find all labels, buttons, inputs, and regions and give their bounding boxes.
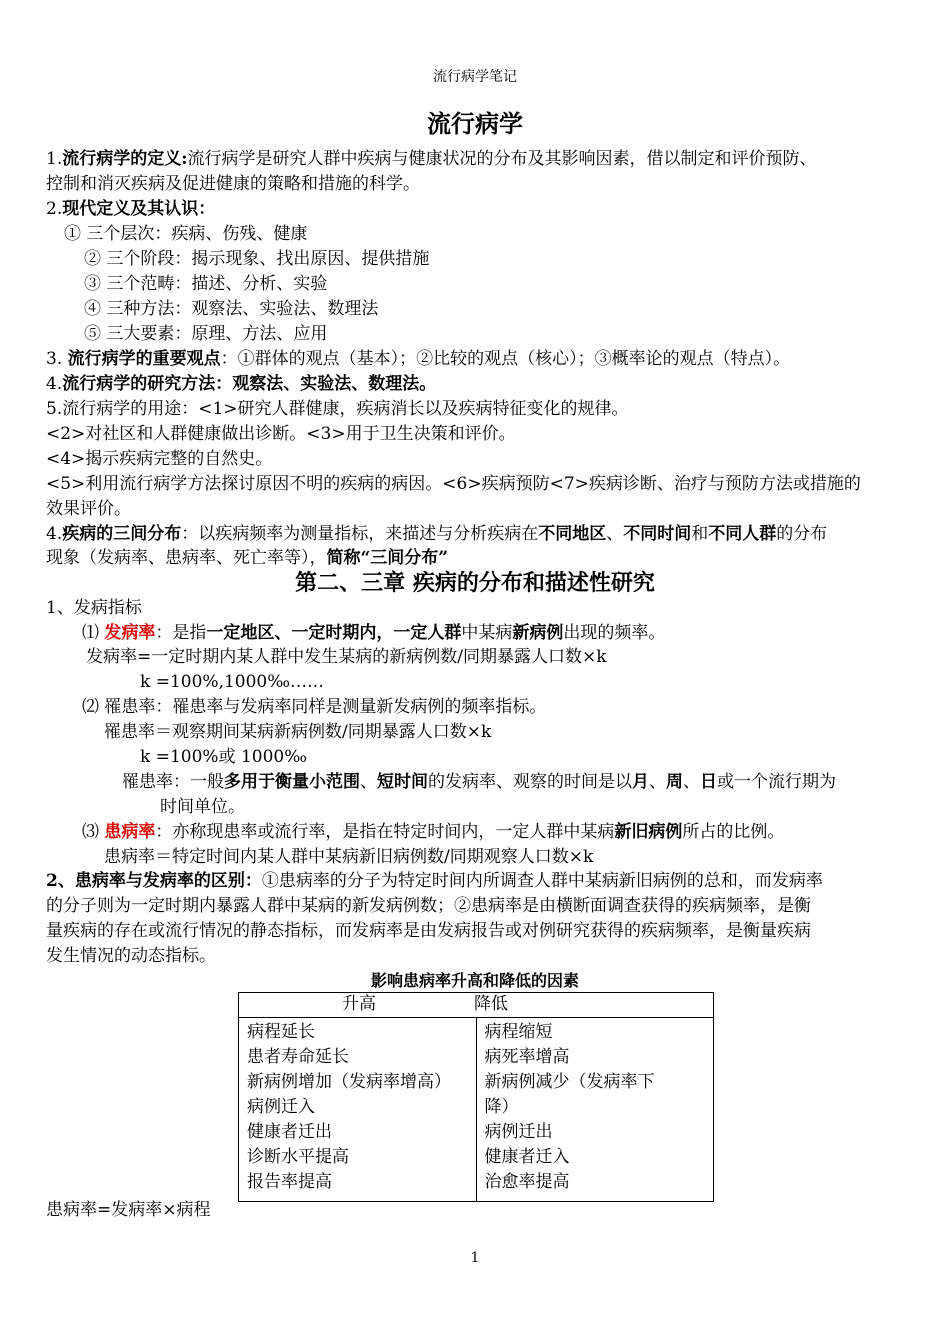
list-item: 健康者迁出 [247, 1122, 332, 1142]
text-run: ：亦称现患率或流行率，是指在特定时间内，一定人群中某病 [155, 822, 615, 842]
text-run: 现象（发病率、患病率、死亡率等）， [46, 548, 327, 568]
column-header-fall: 降低 [474, 994, 508, 1014]
list-item: ③ 三个范畴：描述、分析、实验 [84, 274, 328, 294]
list-item: 新病例减少（发病率下 [484, 1072, 655, 1092]
list-item: 降） [484, 1097, 519, 1117]
attack-rate-formula: 罹患率＝观察期间某病新病例数/同期暴露人口数×k [104, 722, 492, 742]
bold-run: 不同人群 [708, 524, 777, 544]
list-item: 健康者迁入 [484, 1147, 570, 1167]
section-number: 2. [46, 199, 63, 219]
page-number: 1 [470, 1250, 480, 1266]
list-item: 诊断水平提高 [247, 1147, 349, 1167]
list-item: 病例迁入 [247, 1097, 315, 1117]
list-item: 病死率增高 [484, 1047, 570, 1067]
bold-run: 新旧病例 [614, 822, 683, 842]
text-run: 或一个流行期为 [717, 772, 836, 792]
list-item: 病程缩短 [484, 1022, 553, 1042]
uses-line-2: <2>对社区和人群健康做出诊断。<3>用于卫生决策和评价。 [46, 424, 516, 444]
viewpoints-term: 流行病学的重要观点 [67, 349, 221, 369]
column-header-rise: 升高 [342, 994, 376, 1014]
methods-line [46, 372, 436, 396]
text-run: ：以疾病频率为测量指标，来描述与分析疾病在 [181, 524, 539, 544]
text-run: 的发病率、观察的时间是以 [428, 772, 632, 792]
methods-text: 流行病学的研究方法：观察法、实验法、数理法。 [62, 374, 437, 394]
bold-run: 简称“三间分布” [326, 548, 449, 568]
bold-run: 不同地区 [538, 524, 607, 544]
page-header: 流行病学笔记 [433, 69, 517, 85]
table-row [239, 1018, 714, 1202]
incidence-formula: 发病率=一定时期内某人群中发生某病的新病例数/同期暴露人口数×k [86, 647, 607, 667]
text-run: ， [376, 623, 394, 643]
difference-line-1 [46, 869, 823, 893]
uses-line-5: 效果评价。 [46, 499, 131, 519]
uses-line-4: <5>利用流行病学方法探讨原因不明的疾病的病因。<6>疾病预防<7>疾病诊断、治疗与预防方法或措施的 [46, 474, 861, 494]
rise-factors-cell [239, 1018, 477, 1202]
incidence-definition [82, 621, 665, 645]
attack-rate-usage-cont: 时间单位。 [160, 797, 245, 817]
list-item: ④ 三种方法：观察法、实验法、数理法 [84, 299, 379, 319]
chapter-heading: 第二、三章 疾病的分布和描述性研究 [295, 571, 655, 596]
difference-term: 2、患病率与发病率的区别： [46, 871, 262, 891]
bold-run: 日 [700, 772, 717, 792]
fall-factors-cell [476, 1018, 714, 1202]
text-run: 的分布 [776, 524, 828, 544]
list-item: 新病例增加（发病率增高） [247, 1072, 451, 1092]
bold-run: 一定时期内 [291, 623, 377, 643]
list-item: ① 三个层次：疾病、伤残、健康 [64, 224, 308, 244]
prevalence-relation-formula: 患病率=发病率×病程 [46, 1200, 211, 1220]
list-item: 治愈率提高 [484, 1172, 570, 1192]
text-run: 、 [274, 623, 292, 643]
page-title: 流行病学 [427, 110, 523, 138]
bold-run: 多用于衡量小范围 [224, 772, 360, 792]
table-title: 影响患病率升高和降低的因素 [370, 971, 579, 990]
text-run: 、 [683, 772, 700, 792]
distribution-term: 疾病的三间分布 [62, 524, 182, 544]
text-run: 出现的频率。 [563, 623, 666, 643]
modern-definition-heading [46, 197, 215, 221]
attack-rate-k-values: k =100%或 1000‰ [140, 747, 308, 767]
list-item: ② 三个阶段：揭示现象、找出原因、提供措施 [84, 249, 430, 269]
section-number: 4. [46, 374, 63, 394]
colon: : [181, 149, 188, 169]
colon: ： [198, 199, 216, 219]
list-item: 病程延长 [247, 1022, 315, 1042]
uses-line-1: 5.流行病学的用途：<1>研究人群健康，疾病消长以及疾病特征变化的规律。 [46, 399, 629, 419]
modern-definition-term: 现代定义及其认识 [62, 199, 199, 219]
attack-rate-definition: ⑵ 罹患率：罹患率与发病率同样是测量新发病例的频率指标。 [82, 697, 547, 717]
definition-line-2: 控制和消灭疾病及促进健康的策略和措施的科学。 [46, 174, 420, 194]
incidence-indicators-heading: 1、发病指标 [46, 598, 142, 618]
item-number: ⑶ [82, 822, 105, 842]
bold-run: 一定人群 [393, 623, 462, 643]
section-number: 3. [46, 349, 68, 369]
bold-run: 月 [632, 772, 649, 792]
text-run: 、 [606, 524, 624, 544]
section-number: 4. [46, 524, 63, 544]
text-run: ①患病率的分子为特定时间内所调查人群中某病新旧病例的总和，而发病率 [261, 871, 823, 891]
text-run: 和 [691, 524, 709, 544]
list-item: 患者寿命延长 [247, 1047, 349, 1067]
uses-line-3: <4>揭示疾病完整的自然史。 [46, 449, 273, 469]
bold-run: 短时间 [377, 772, 428, 792]
prevalence-definition [82, 820, 784, 844]
distribution-line-1 [46, 522, 827, 546]
difference-line-3: 量疾病的存在或流行情况的静态指标，而发病率是由发病报告或对例研究获得的疾病频率，是衡量疾病 [46, 921, 811, 941]
text-run: 罹患率：一般 [122, 772, 224, 792]
difference-line-2: 的分子则为一定时期内暴露人群中某病的新发病例数；②患病率是由横断面调查获得的疾病频率，是衡 [46, 896, 811, 916]
definition-term: 流行病学的定义 [62, 149, 182, 169]
list-item: 报告率提高 [247, 1172, 332, 1192]
text-run: 所占的比例。 [682, 822, 785, 842]
incidence-term: 发病率 [104, 623, 156, 643]
bold-run: 新病例 [512, 623, 564, 643]
attack-rate-usage [122, 770, 836, 794]
definition-line-1 [46, 147, 817, 171]
text-run: 、 [360, 772, 377, 792]
difference-line-4: 发生情况的动态指标。 [46, 946, 216, 966]
text-run: 、 [649, 772, 666, 792]
definition-text: 流行病学是研究人群中疾病与健康状况的分布及其影响因素，借以制定和评价预防、 [187, 149, 817, 169]
text-run: ：是指 [155, 623, 207, 643]
viewpoints-text: ：①群体的观点（基本）；②比较的观点（核心）；③概率论的观点（特点）。 [220, 349, 791, 369]
factors-table [238, 992, 714, 1202]
bold-run: 不同时间 [623, 524, 692, 544]
viewpoints-line [46, 347, 790, 371]
bold-run: 一定地区 [206, 623, 275, 643]
list-item: ⑤ 三大要素：原理、方法、应用 [84, 324, 328, 344]
incidence-k-values: k =100%,1000‰…… [140, 672, 325, 692]
bold-run: 周 [666, 772, 683, 792]
list-item: 病例迁出 [484, 1122, 553, 1142]
prevalence-formula: 患病率＝特定时间内某人群中某病新旧病例数/同期观察人口数×k [104, 847, 594, 867]
prevalence-term: 患病率 [104, 822, 156, 842]
text-run: 中某病 [461, 623, 513, 643]
item-number: ⑴ [82, 623, 105, 643]
section-number: 1. [46, 149, 63, 169]
